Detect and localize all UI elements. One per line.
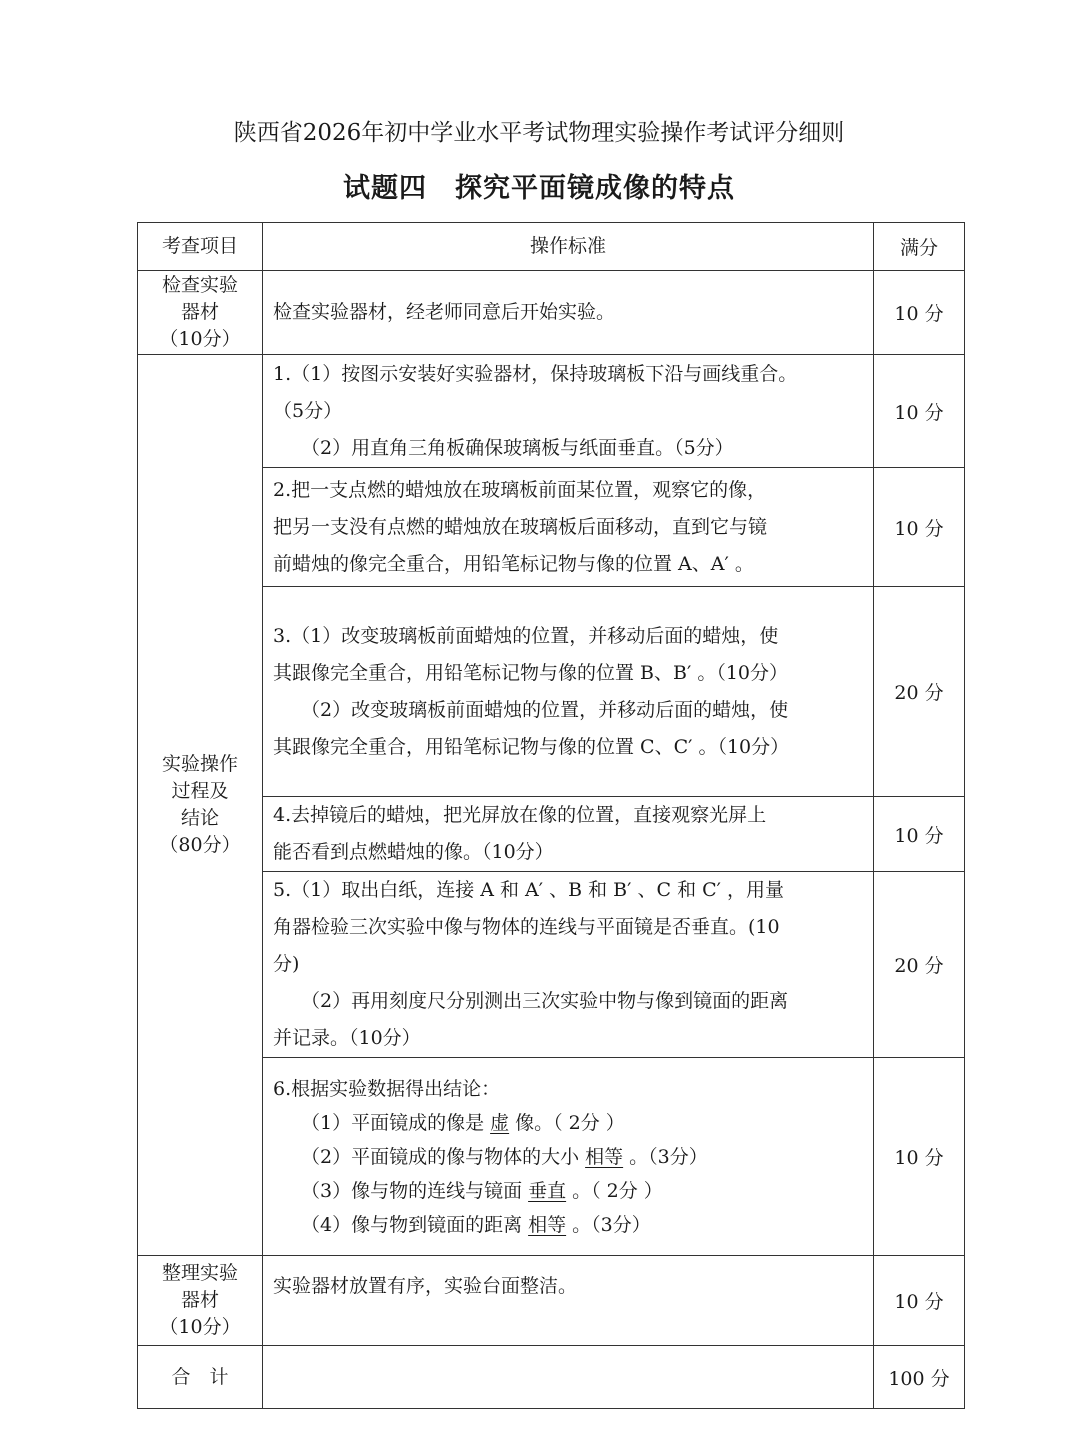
text-line: （2）用直角三角板确保玻璃板与纸面垂直。（5分） — [301, 436, 734, 459]
standard-text — [263, 1058, 874, 1256]
standard-text — [263, 468, 874, 587]
table-row — [138, 797, 965, 872]
conclusion-item — [273, 1106, 863, 1140]
item-prefix: （3）像与物的连线与镜面 — [301, 1179, 523, 1202]
table-row — [138, 872, 965, 1058]
table-row — [138, 1256, 965, 1346]
text-line: 其跟像完全重合，用铅笔标记物与像的位置 C、C′ 。（10分） — [273, 735, 790, 758]
standard-text — [263, 797, 874, 872]
standard-text — [263, 355, 874, 468]
score: 10 分 — [874, 468, 965, 587]
scoring-table — [137, 222, 965, 1409]
text-line: 并记录。（10分） — [273, 1027, 421, 1049]
category-line: （80分） — [159, 834, 241, 856]
category-line: 实验操作 — [161, 753, 238, 775]
text-line: 1.（1）按图示安装好实验器材，保持玻璃板下沿与画线重合。 — [273, 362, 798, 385]
header-standard: 操作标准 — [263, 223, 874, 271]
answer-blank: 相等 — [528, 1213, 567, 1236]
total-label: 合 计 — [138, 1346, 263, 1409]
conclusion-item — [273, 1174, 863, 1208]
text-line: （2）改变玻璃板前面蜡烛的位置，并移动后面的蜡烛，使 — [301, 698, 789, 721]
category-check — [138, 271, 263, 355]
category-line: 整理实验 — [161, 1262, 238, 1284]
category-line: 检查实验 — [161, 274, 238, 296]
answer-blank: 虚 — [490, 1111, 510, 1134]
text-line: 4.去掉镜后的蜡烛，把光屏放在像的位置，直接观察光屏上 — [273, 804, 767, 826]
standard-text — [263, 587, 874, 797]
item-prefix: （4）像与物到镜面的距离 — [301, 1213, 523, 1236]
text-line: 分) — [273, 953, 300, 975]
item-suffix: 像。（ 2分 ） — [515, 1111, 625, 1134]
category-line: 过程及 — [171, 780, 229, 802]
category-tidy — [138, 1256, 263, 1346]
table-row — [138, 355, 965, 468]
answer-blank: 垂直 — [528, 1179, 567, 1202]
conclusion-item — [273, 1140, 863, 1174]
total-score: 100 分 — [874, 1346, 965, 1409]
table-row — [138, 1058, 965, 1256]
table-header-row — [138, 223, 965, 271]
text-line: 前蜡烛的像完全重合，用铅笔标记物与像的位置 A、A′ 。 — [273, 552, 754, 575]
score: 10 分 — [874, 355, 965, 468]
category-line: 器材 — [180, 301, 219, 323]
conclusion-heading: 6.根据实验数据得出结论： — [273, 1077, 501, 1100]
score: 10 分 — [874, 797, 965, 872]
category-line: （10分） — [159, 1316, 241, 1338]
item-suffix: 。（ 2分 ） — [572, 1179, 663, 1202]
text-line: （2）再用刻度尺分别测出三次实验中物与像到镜面的距离 — [301, 990, 789, 1012]
document-subtitle: 试题四 探究平面镜成像的特点 — [343, 173, 735, 204]
text-line: （5分） — [273, 399, 343, 422]
text-line: 角器检验三次实验中像与物体的连线与平面镜是否垂直。(10 — [273, 916, 780, 938]
text-line: 5.（1）取出白纸，连接 A 和 A′ 、B 和 B′ 、C 和 C′ ，用量 — [273, 879, 784, 901]
header-category: 考查项目 — [138, 223, 263, 271]
answer-blank: 相等 — [585, 1145, 624, 1168]
score: 20 分 — [874, 872, 965, 1058]
item-prefix: （2）平面镜成的像与物体的大小 — [301, 1145, 580, 1168]
text-line: 能否看到点燃蜡烛的像。（10分） — [273, 841, 554, 863]
text-line: 3.（1）改变玻璃板前面蜡烛的位置，并移动后面的蜡烛，使 — [273, 624, 779, 647]
header-score: 满分 — [874, 223, 965, 271]
score: 20 分 — [874, 587, 965, 797]
total-text — [263, 1346, 874, 1409]
score: 10 分 — [874, 1058, 965, 1256]
item-prefix: （1）平面镜成的像是 — [301, 1111, 485, 1134]
category-process — [138, 355, 263, 1256]
table-row — [138, 468, 965, 587]
conclusion-item — [273, 1208, 863, 1242]
item-suffix: 。（3分） — [629, 1145, 708, 1168]
text-line: 2.把一支点燃的蜡烛放在玻璃板前面某位置，观察它的像， — [273, 478, 767, 501]
total-row — [138, 1346, 965, 1409]
table-row — [138, 587, 965, 797]
text-line: 其跟像完全重合，用铅笔标记物与像的位置 B、B′ 。（10分） — [273, 661, 788, 684]
document-title: 陕西省2026年初中学业水平考试物理实验操作考试评分细则 — [233, 120, 845, 146]
standard-text: 检查实验器材，经老师同意后开始实验。 — [263, 271, 874, 355]
text-line: 把另一支没有点燃的蜡烛放在玻璃板后面移动，直到它与镜 — [273, 515, 768, 538]
table-row — [138, 271, 965, 355]
standard-text — [263, 872, 874, 1058]
score: 10 分 — [874, 1256, 965, 1346]
category-line: 器材 — [180, 1289, 219, 1311]
score: 10 分 — [874, 271, 965, 355]
category-line: （10分） — [159, 328, 241, 350]
item-suffix: 。（3分） — [572, 1213, 651, 1236]
standard-text: 实验器材放置有序，实验台面整洁。 — [263, 1256, 874, 1346]
category-line: 结论 — [180, 807, 219, 829]
